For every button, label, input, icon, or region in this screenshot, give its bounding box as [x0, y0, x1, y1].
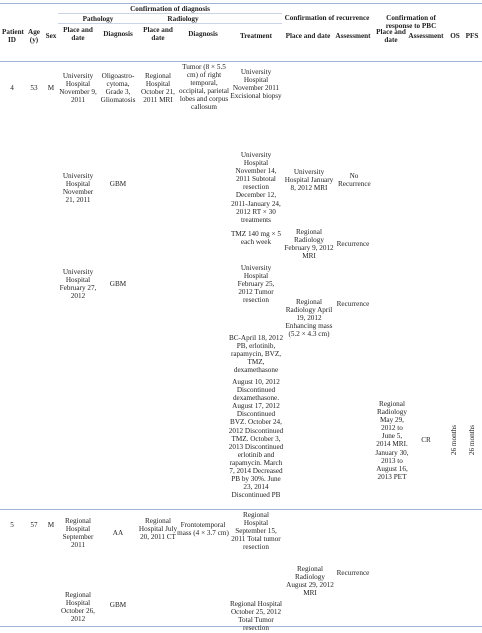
recurrence-place-cell: Regional Radiology August 29, 2012 MRI: [286, 565, 334, 598]
header-pathology: Pathology: [82, 15, 114, 23]
pathology-diagnosis-cell: AA: [112, 529, 124, 537]
patient-divider-rule: [0, 509, 482, 510]
pathology-place-cell: Regional Hospital October 26, 2012: [61, 591, 95, 624]
header-age: Age (y): [28, 28, 40, 45]
header-sex: Sex: [45, 32, 57, 40]
patient-id-cell: 4: [10, 84, 14, 92]
treatment-cell: August 10, 2012 Discontinued dexamethasone. August 17, 2012 Discontinued BVZ. October 24, 2012 Discontinued TMZ. October 3, 2013 Discontinued erlotinib and rapamycin. March 7, 2014 Decreased PB by 30%. June 23, 2014 Discontinued PB: [228, 378, 284, 500]
response-assessment-cell: CR: [421, 436, 431, 444]
response-place-cell: Regional Radiology May 29, 2012 to June 5, 2014 MRI. January 30, 2013 to August 16, 2013 PET: [375, 400, 409, 481]
recurrence-place-cell: Regional Radiology February 9, 2012 MRI: [284, 228, 334, 261]
pathology-place-cell: Regional Hospital September 2011: [62, 517, 94, 550]
recurrence-assessment-cell: Recurrence: [336, 240, 370, 248]
pathology-diagnosis-cell: GBM: [109, 180, 127, 188]
header-radiology: Radiology: [167, 15, 199, 23]
header-confirmation-diagnosis: Confirmation of diagnosis: [130, 5, 210, 13]
header-bottom-rule: [0, 61, 482, 62]
pathology-diagnosis-cell: Oligoastro- cytoma, Grade 3, Gliomatosis: [100, 72, 136, 105]
header-pfs: PFS: [465, 32, 479, 40]
radiology-place-cell: Regional Hospital October 21, 2011 MRI: [141, 72, 175, 105]
pathology-place-cell: University Hospital November 21, 2011: [62, 172, 94, 205]
header-path-place-date: Place and date: [63, 26, 93, 43]
header-patient-id: Patient ID: [2, 28, 24, 45]
header-treatment: Treatment: [239, 32, 273, 40]
treatment-cell: TMZ 140 mg × 5 each week: [231, 230, 281, 247]
header-rad-place-date: Place and date: [143, 26, 173, 43]
recurrence-assessment-cell: No Recurrence: [338, 172, 371, 189]
header-rec-assessment: Assessment: [335, 32, 371, 40]
os-cell: 26 months: [450, 424, 458, 456]
patient-id-cell: 5: [10, 521, 14, 529]
recurrence-place-cell: University Hospital January 8, 2012 MRI: [284, 168, 334, 193]
treatment-cell: University Hospital November 2011 Excisional biopsy: [230, 68, 282, 101]
radiology-place-cell: Regional Hospital July 20, 2011 CT: [138, 517, 178, 542]
treatment-cell: BC-April 18, 2012 PB, erlotinib, rapamycin, BVZ, TMZ, dexamethasone: [228, 334, 284, 375]
pathology-place-cell: University Hospital November 9, 2011: [59, 72, 97, 105]
header-rad-diagnosis: Diagnosis: [188, 30, 218, 38]
header-sub-rule: [58, 23, 282, 24]
header-path-diagnosis: Diagnosis: [103, 30, 133, 38]
header-os: OS: [450, 32, 460, 40]
age-cell: 53: [30, 84, 38, 92]
recurrence-assessment-cell: Recurrence: [336, 300, 370, 308]
treatment-cell: Regional Hospital September 15, 2011 Total tumor resection: [231, 511, 281, 552]
age-cell: 57: [30, 521, 38, 529]
header-resp-place-date: Place and date: [376, 28, 406, 45]
pfs-cell: 26 months: [468, 424, 476, 456]
recurrence-place-cell: Regional Radiology April 19, 2012 Enhancing mass (5.2 × 4.3 cm): [285, 298, 333, 339]
treatment-cell: Regional Hospital October 25, 2012 Total Tumor resection: [229, 600, 283, 633]
recurrence-assessment-cell: Recurrence: [336, 569, 370, 577]
header-confirmation-response: Confirmation of response to PBC: [385, 14, 437, 31]
header-rec-place-date: Place and date: [285, 32, 331, 40]
table-top-rule: [0, 3, 482, 4]
pathology-diagnosis-cell: GBM: [109, 280, 127, 288]
pathology-place-cell: University Hospital February 27, 2012: [59, 268, 97, 301]
header-resp-assessment: Assessment: [408, 32, 444, 40]
sex-cell: M: [47, 84, 55, 92]
treatment-cell: University Hospital February 25, 2012 Tumor resection: [237, 264, 275, 305]
header-sub-rule: [58, 13, 282, 14]
header-confirmation-recurrence: Confirmation of recurrence: [284, 14, 370, 22]
pathology-diagnosis-cell: GBM: [109, 601, 127, 609]
sex-cell: M: [47, 521, 55, 529]
radiology-diagnosis-cell: Tumor (8 × 5.5 cm) of right temporal, occipital, parietal lobes and corpus callosum: [179, 63, 229, 112]
treatment-cell: University Hospital November 14, 2011 Subtotal resection December 12, 2011-January 24, 2012 RT × 30 treatments: [231, 151, 281, 224]
radiology-diagnosis-cell: Frontotemporal mass (4 × 3.7 cm): [177, 521, 229, 538]
